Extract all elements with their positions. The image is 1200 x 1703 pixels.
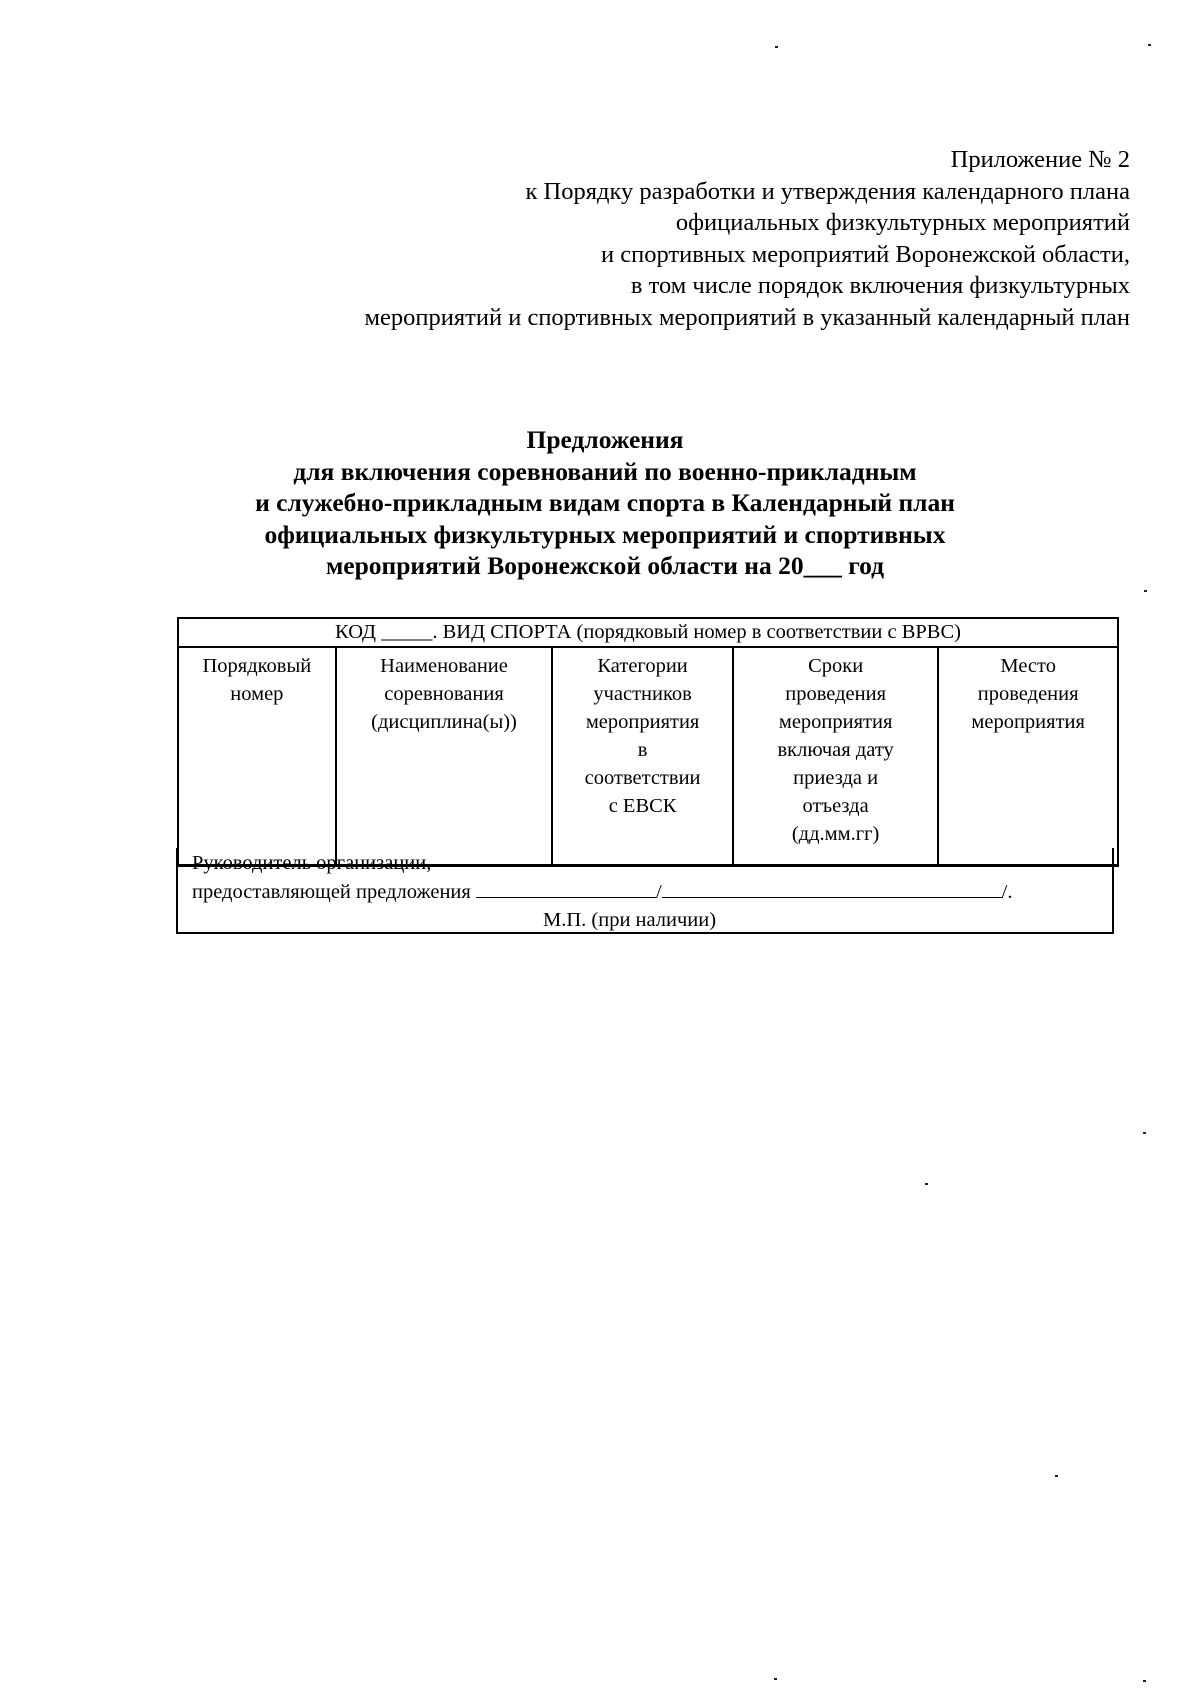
scan-speck <box>775 46 778 48</box>
submitting-label: предоставляющей предложения <box>192 881 471 903</box>
title-line: для включения соревнований по военно-прикладным <box>293 456 917 486</box>
header-event-location: Место проведения мероприятия <box>938 647 1118 866</box>
appendix-note <box>365 144 1130 333</box>
header-serial-number: Порядковый номер <box>178 647 336 866</box>
appendix-line: и спортивных мероприятий Воронежской области, <box>600 240 1130 268</box>
signature-line <box>192 877 1012 906</box>
title-line: официальных физкультурных мероприятий и спортивных <box>264 519 946 549</box>
stamp-label: М.П. (при наличии) <box>543 909 717 931</box>
appendix-line: к Порядку разработки и утверждения календарного плана <box>525 177 1130 205</box>
document-title <box>160 424 1050 582</box>
scan-speck <box>1148 44 1151 46</box>
separator-slash: / <box>655 881 662 903</box>
appendix-line: мероприятий и спортивных мероприятий в указанный календарный план <box>364 303 1130 331</box>
signature-block <box>176 848 1114 934</box>
title-line: и служебно-прикладным видам спорта в Календарный план <box>255 488 955 517</box>
appendix-line: в том числе порядок включения физкультурных <box>630 272 1130 299</box>
title-line: мероприятий Воронежской области на 20___ год <box>325 551 885 580</box>
scan-speck <box>1143 1132 1146 1134</box>
title-line: Предложения <box>526 425 684 454</box>
name-blank <box>662 877 1002 898</box>
appendix-line: Приложение № 2 <box>950 146 1130 173</box>
scan-speck <box>1143 1680 1146 1682</box>
end-mark: /. <box>1001 881 1013 903</box>
header-event-dates: Сроки проведения мероприятия включая дату приезда и отъезда (дд.мм.гг) <box>733 647 938 866</box>
head-of-organization-label: Руководитель организации, <box>192 852 432 874</box>
scan-speck <box>1055 1475 1058 1477</box>
signature-blank <box>476 877 656 898</box>
scan-speck <box>925 1183 928 1185</box>
header-competition-name: Наименование соревнования (дисциплина(ы)) <box>336 647 553 866</box>
proposals-table <box>177 617 1119 867</box>
appendix-line: официальных физкультурных мероприятий <box>675 209 1130 236</box>
code-sport-row: КОД _____. ВИД СПОРТА (порядковый номер в соответствии с ВРВС) <box>178 618 1118 647</box>
header-participant-categories: Категории участников мероприятия в соответствии с ЕВСК <box>552 647 733 866</box>
scan-speck <box>1144 590 1147 592</box>
scan-speck <box>774 1678 777 1680</box>
